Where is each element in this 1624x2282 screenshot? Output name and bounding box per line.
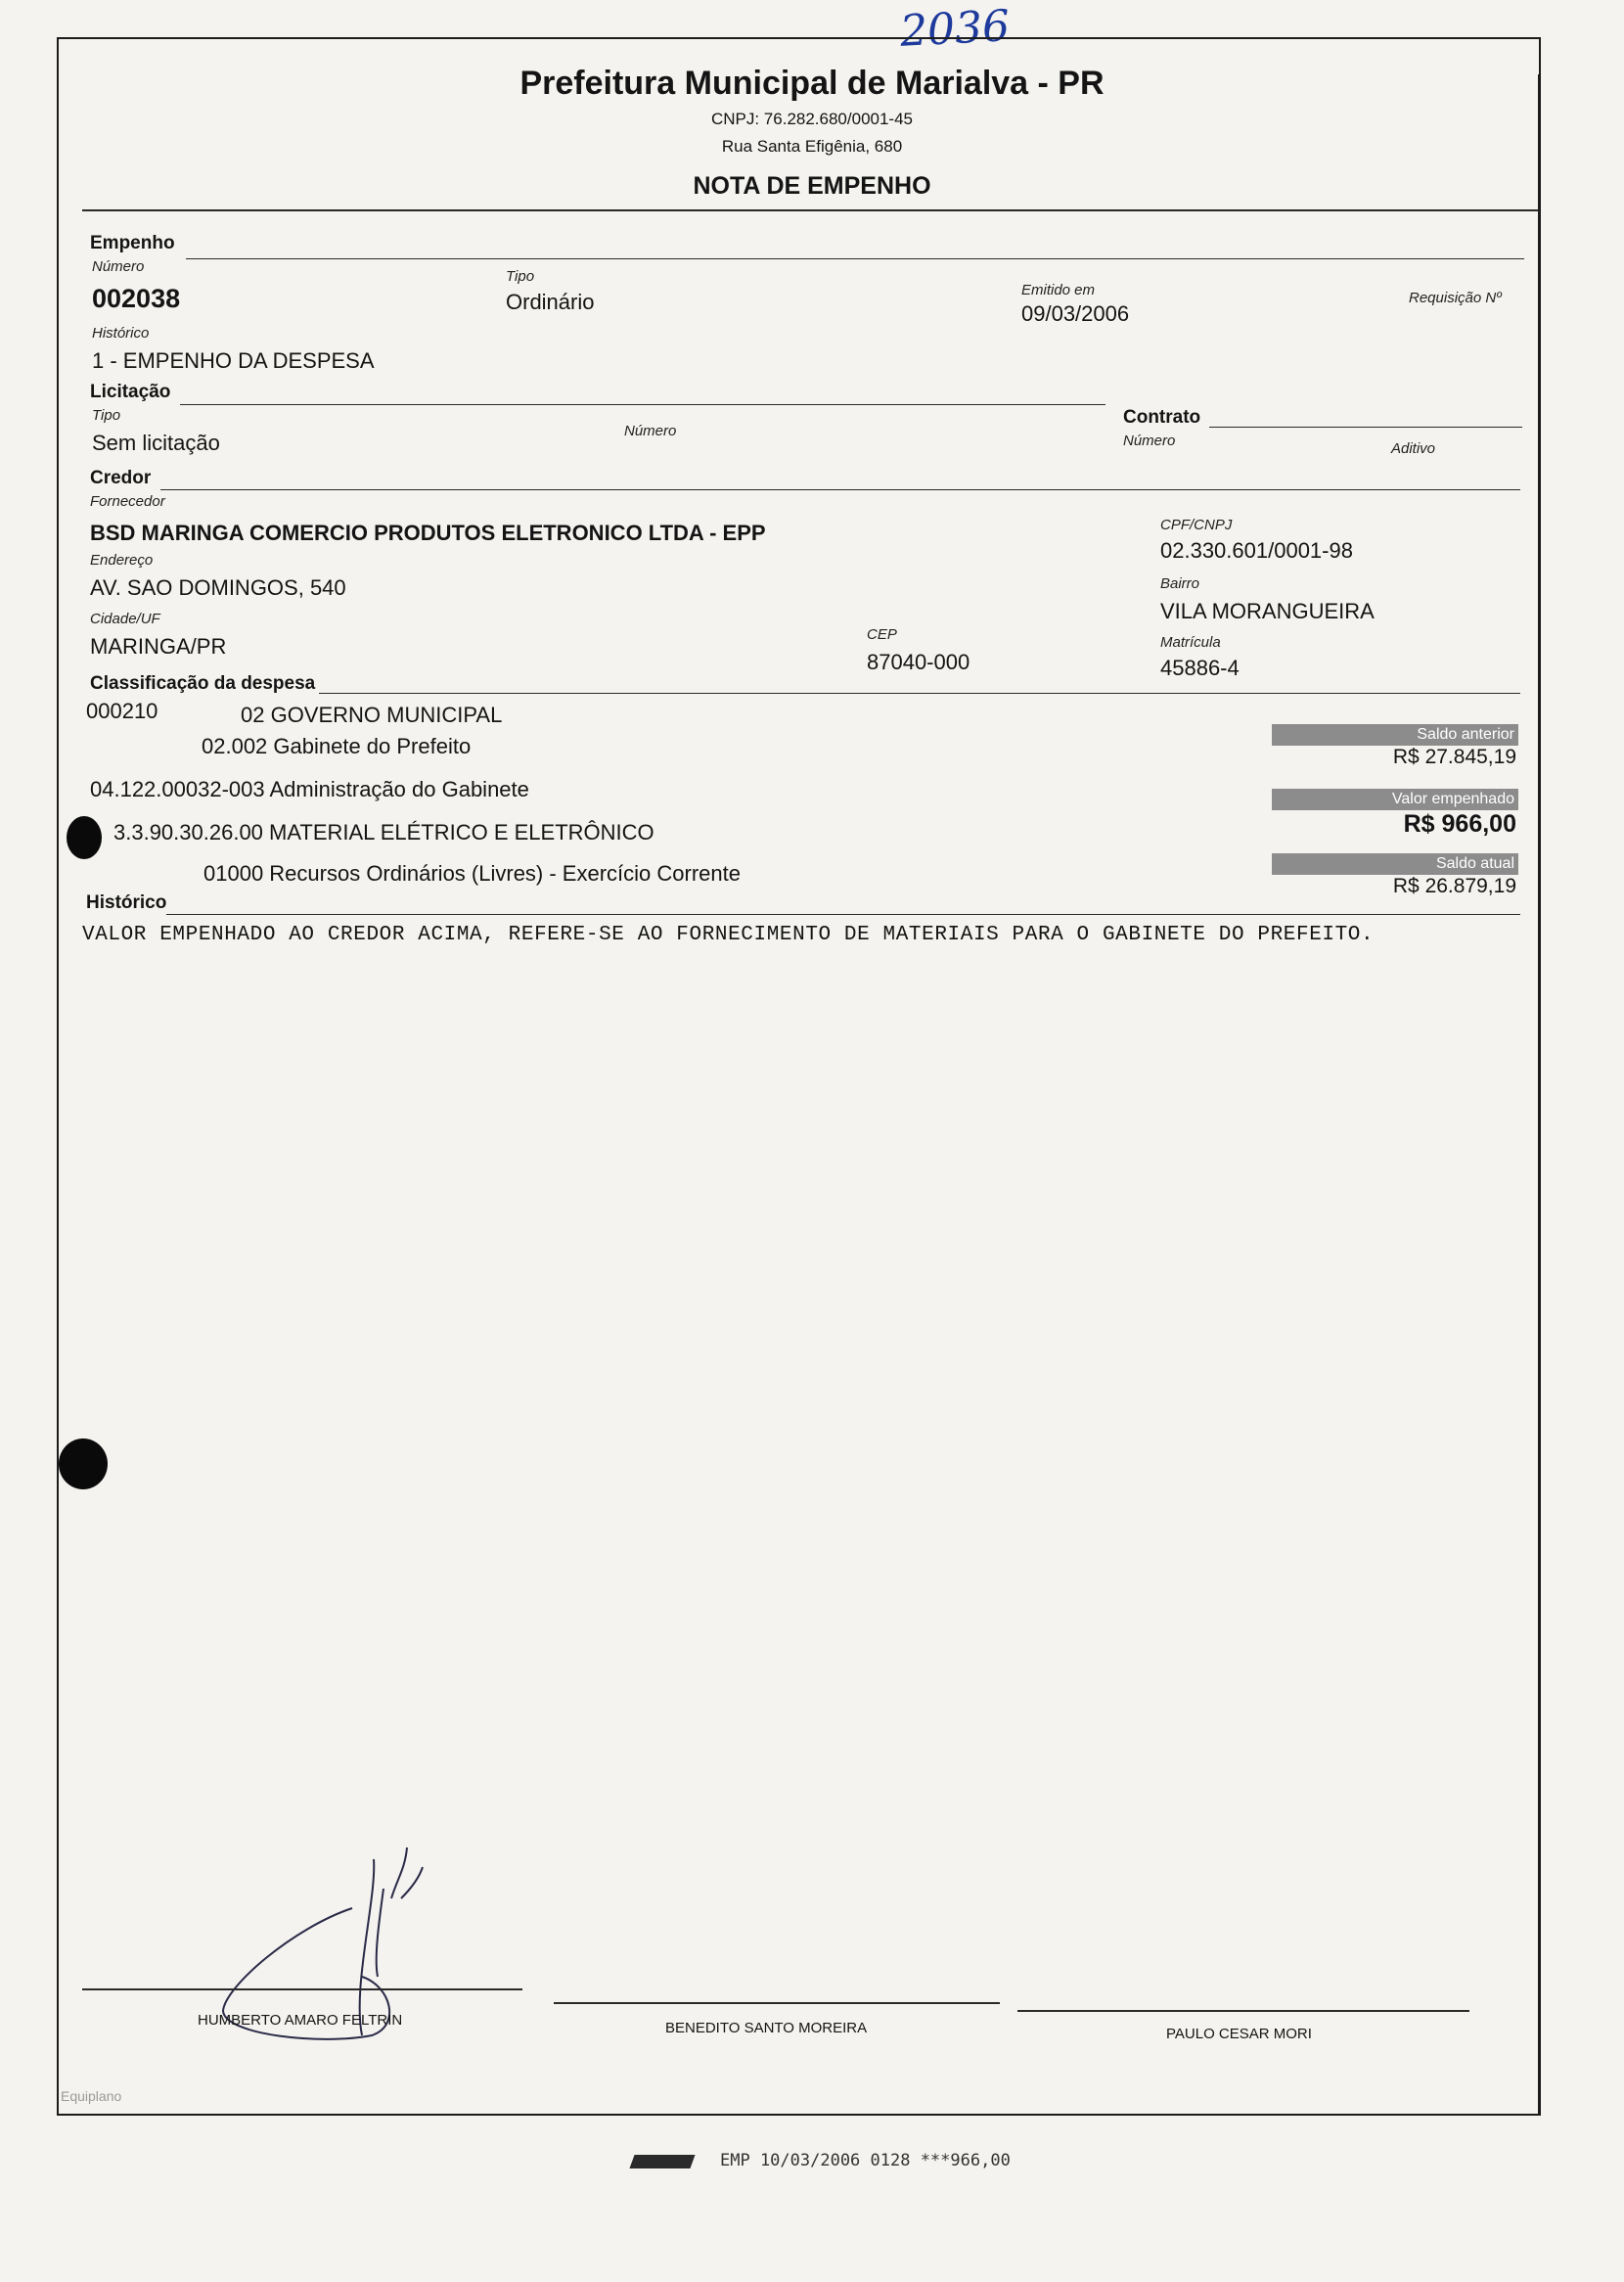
section-classificacao: Classificação da despesa	[90, 673, 316, 694]
section-credor: Credor	[90, 468, 152, 488]
classificacao-rule	[319, 693, 1520, 694]
hole-punch-bottom	[59, 1438, 108, 1489]
signature-line-1	[82, 1988, 522, 1990]
hole-punch-top	[67, 816, 102, 859]
classificacao-code: 000210	[86, 699, 158, 723]
saldo-atual-value: R$ 26.879,19	[1392, 875, 1516, 897]
historico-text: VALOR EMPENHADO AO CREDOR ACIMA, REFERE-SE AO FORNECIMENTO DE MATERIAIS PARA O GABINETE DO PREFEITO.	[82, 924, 1375, 946]
historico-rule	[166, 914, 1520, 915]
bank-stamp-mark	[629, 2155, 695, 2168]
credor-fornecedor-label: Fornecedor	[90, 493, 165, 510]
empenho-emitido: 09/03/2006	[1021, 301, 1130, 326]
bank-stamp: EMP 10/03/2006 0128 ***966,00	[720, 2151, 1011, 2170]
empenho-tipo-label: Tipo	[506, 268, 535, 285]
empenho-historico-label: Histórico	[92, 325, 150, 342]
section-licitacao: Licitação	[90, 382, 171, 402]
credor-bairro: VILA MORANGUEIRA	[1160, 599, 1375, 623]
classificacao-recurso: 01000 Recursos Ordinários (Livres) - Exercício Corrente	[203, 861, 741, 886]
credor-bairro-label: Bairro	[1160, 575, 1200, 592]
credor-rule	[160, 489, 1520, 490]
saldo-anterior-value: R$ 27.845,19	[1392, 746, 1516, 768]
empenho-emitido-label: Emitido em	[1021, 282, 1096, 298]
empenho-rule	[186, 258, 1524, 259]
municipality-address: Rua Santa Efigênia, 680	[721, 137, 903, 156]
credor-cidade-label: Cidade/UF	[90, 611, 160, 627]
credor-cep-label: CEP	[867, 626, 897, 643]
licitacao-rule	[180, 404, 1105, 405]
credor-matricula: 45886-4	[1160, 656, 1240, 680]
signature-name-2: BENEDITO SANTO MOREIRA	[665, 2020, 868, 2036]
document-title: NOTA DE EMPENHO	[693, 172, 931, 200]
empenho-tipo: Ordinário	[506, 290, 595, 314]
empenho-requisicao-label: Requisição Nº	[1409, 290, 1502, 306]
classificacao-orgao: 02 GOVERNO MUNICIPAL	[241, 703, 503, 727]
credor-cep: 87040-000	[867, 650, 970, 674]
contrato-numero-label: Número	[1123, 433, 1176, 449]
empenho-numero-label: Número	[92, 258, 145, 275]
credor-fornecedor: BSD MARINGA COMERCIO PRODUTOS ELETRONICO LTDA - EPP	[90, 521, 766, 545]
signature-name-3: PAULO CESAR MORI	[1166, 2026, 1312, 2042]
valor-empenhado-value: R$ 966,00	[1403, 810, 1516, 838]
footer-brand: Equiplano	[61, 2088, 122, 2104]
classificacao-unidade: 02.002 Gabinete do Prefeito	[202, 734, 472, 758]
section-empenho: Empenho	[90, 233, 175, 253]
credor-cpf-label: CPF/CNPJ	[1160, 517, 1233, 533]
saldo-atual-label: Saldo atual	[1272, 853, 1518, 875]
credor-endereco-label: Endereço	[90, 552, 154, 569]
credor-cpf: 02.330.601/0001-98	[1160, 538, 1353, 563]
licitacao-tipo: Sem licitação	[92, 431, 220, 455]
municipality-title: Prefeitura Municipal de Marialva - PR	[519, 65, 1105, 102]
contrato-rule	[1209, 427, 1522, 428]
classificacao-elemento: 3.3.90.30.26.00 MATERIAL ELÉTRICO E ELETRÔNICO	[113, 820, 654, 844]
contrato-aditivo-label: Aditivo	[1391, 440, 1436, 457]
inner-border	[82, 74, 1540, 2116]
section-contrato: Contrato	[1123, 407, 1201, 428]
credor-endereco: AV. SAO DOMINGOS, 540	[90, 575, 346, 600]
credor-matricula-label: Matrícula	[1160, 634, 1221, 651]
licitacao-tipo-label: Tipo	[92, 407, 121, 424]
handwritten-page-number: 2036	[898, 1, 1012, 57]
signature-scribble	[205, 1840, 440, 2075]
signature-name-1: HUMBERTO AMARO FELTRIN	[198, 2012, 403, 2029]
empenho-numero: 002038	[92, 284, 181, 313]
classificacao-funcional: 04.122.00032-003 Administração do Gabinete	[90, 777, 529, 801]
credor-cidade: MARINGA/PR	[90, 634, 227, 659]
header-divider	[82, 209, 1538, 211]
signature-line-3	[1017, 2010, 1469, 2012]
signature-line-2	[554, 2002, 1000, 2004]
empenho-historico: 1 - EMPENHO DA DESPESA	[92, 348, 375, 373]
valor-empenhado-label: Valor empenhado	[1272, 789, 1518, 810]
saldo-anterior-label: Saldo anterior	[1272, 724, 1518, 746]
licitacao-numero-label: Número	[624, 423, 677, 439]
municipality-cnpj: CNPJ: 76.282.680/0001-45	[710, 110, 914, 128]
section-historico: Histórico	[86, 892, 167, 913]
